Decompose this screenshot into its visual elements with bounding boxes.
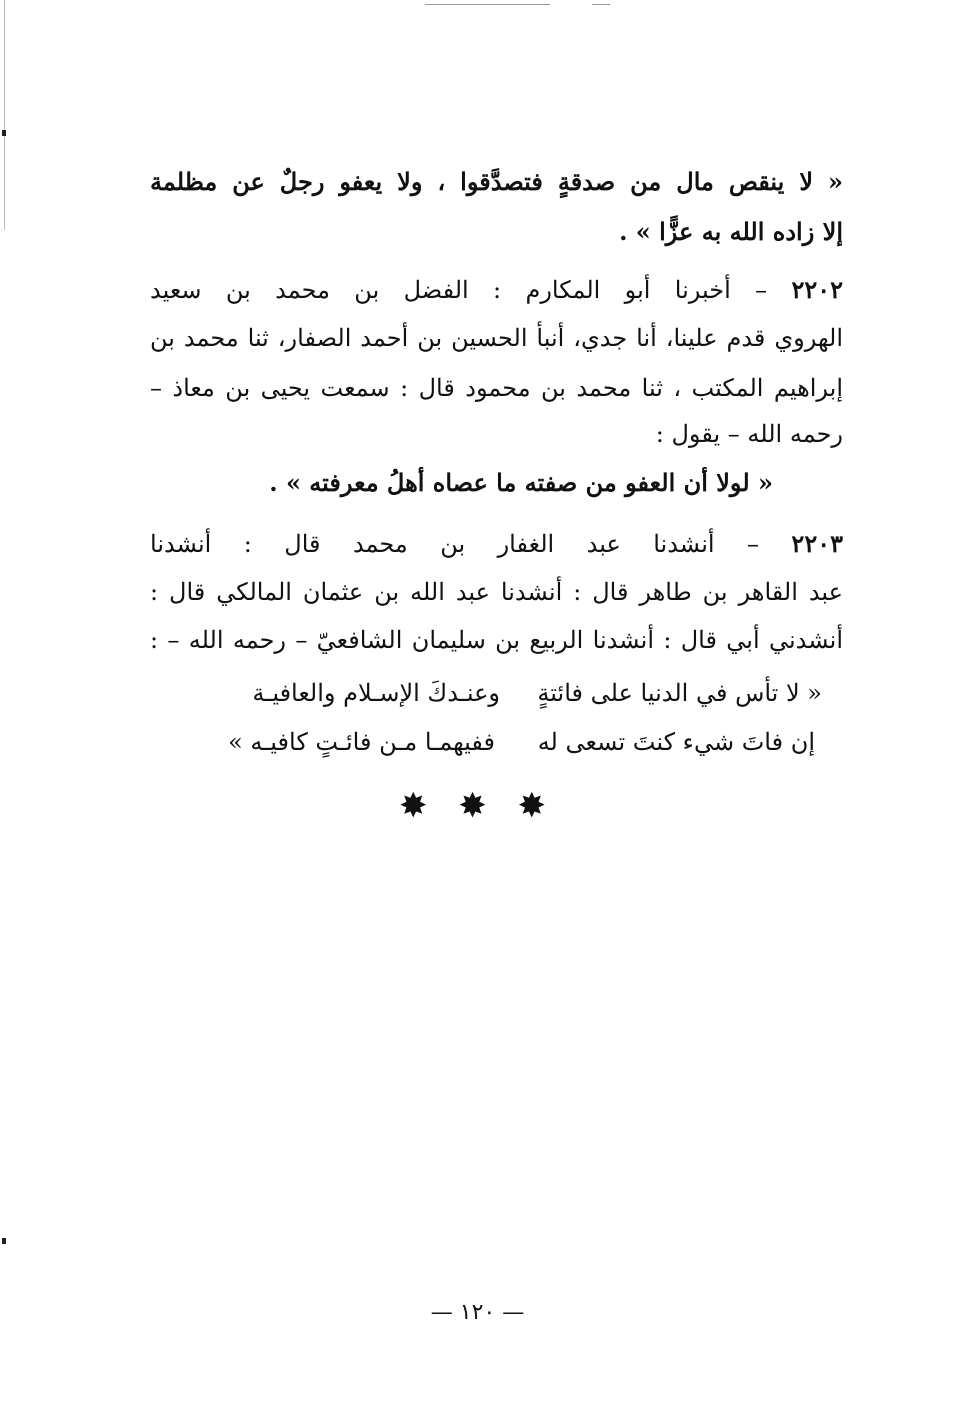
text-span: – أخبرنا أبو المكارم : الفضل بن محمد بن سعيد (150, 276, 768, 304)
verse-1-first-hemistich: « لا تأس في الدنيا على فائتةٍ (537, 679, 822, 707)
hadith-number: ٢٢٠٣ (791, 529, 843, 558)
verse-1-second-hemistich: وعنـدكَ الإسـلام والعافيـة (252, 679, 500, 707)
verse-2-first-hemistich: إن فاتَ شيء كنتَ تسعى له (537, 728, 815, 756)
section-separator: ✸ ✸ ✸ (398, 786, 557, 826)
verse-2-second-hemistich: ففيهمـا مـن فائـتٍ كافيـه » (228, 728, 495, 756)
edge-mark (2, 1238, 6, 1244)
edge-mark (2, 130, 6, 136)
quoted-saying: « لولا أن العفو من صفته ما عصاه أهلُ معرفته » . (269, 468, 773, 497)
top-rule (425, 4, 550, 5)
text-line (150, 524, 843, 564)
text-line: أنشدني أبي قال : أنشدنا الربيع بن سليمان الشافعيّ – رحمه الله – : (150, 626, 843, 654)
text-line: إبراهيم المكتب ، ثنا محمد بن محمود قال : سمعت يحيى بن معاذ – (150, 374, 843, 402)
text-line (150, 270, 843, 310)
text-line: عبد القاهر بن طاهر قال : أنشدنا عبد الله بن عثمان المالكي قال : (150, 578, 843, 606)
page-number: — ١٢٠ — (430, 1300, 525, 1325)
text-line: رحمه الله – يقول : (655, 420, 843, 448)
text-line: « لا ينقص مال من صدقةٍ فتصدَّقوا ، ولا يعفو رجلٌ عن مظلمة (150, 167, 843, 196)
text-line: الهروي قدم علينا، أنا جدي، أنبأ الحسين بن أحمد الصفار، ثنا محمد بن (150, 324, 843, 352)
text-span: – أنشدنا عبد الغفار بن محمد قال : أنشدنا (150, 530, 759, 558)
left-page-edge (4, 0, 5, 230)
hadith-number: ٢٢٠٢ (791, 275, 843, 304)
top-rule (592, 4, 610, 5)
text-line: إلا زاده الله به عزًّا » . (619, 217, 843, 246)
